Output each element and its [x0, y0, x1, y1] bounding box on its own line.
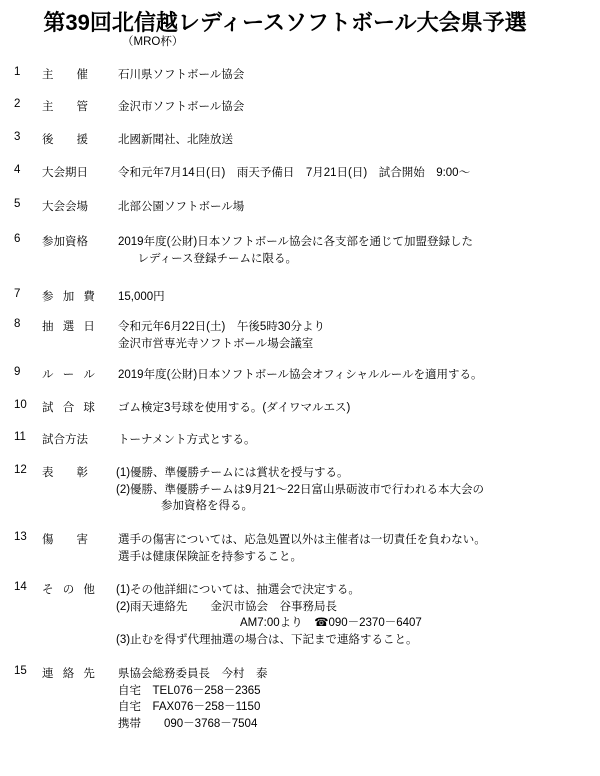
item-text-line: レディース登録チームに限る。: [126, 252, 298, 265]
item-text-line: 2019年度(公財)日本ソフトボール協会に各支部を通じて加盟登録した: [118, 236, 474, 248]
item-number: 14: [14, 581, 27, 593]
item-text-line: ゴム検定3号球を使用する。(ダイワマルエス): [118, 402, 351, 414]
item-label: 連 絡 先: [42, 668, 98, 680]
item-number: 10: [14, 399, 27, 411]
item-label: 表 彰: [42, 467, 88, 479]
item-text-line: 令和元年6月22日(土) 午後5時30分より: [118, 321, 326, 333]
item-number: 2: [14, 98, 21, 110]
item-label: 主 催: [42, 69, 88, 81]
item-label: 参加資格: [42, 236, 88, 248]
item-text-line: 自宅 TEL076－258－2365: [118, 684, 261, 697]
item-text-line: 自宅 FAX076－258－1150: [118, 701, 261, 714]
item-text-line: 県協会総務委員長 今村 泰: [118, 668, 268, 680]
item-text-line: 15,000円: [118, 291, 165, 303]
item-label: 試合方法: [42, 434, 88, 446]
item-text-line: 石川県ソフトボール協会: [118, 69, 245, 81]
item-label: 大会期日: [42, 167, 88, 179]
item-number: 1: [14, 66, 21, 78]
item-text-line: (1)その他詳細については、抽選会で決定する。: [116, 584, 360, 596]
document-title: 第39回北信越レディースソフトボール大会県予選: [43, 10, 527, 35]
item-text-line: 2019年度(公財)日本ソフトボール協会オフィシャルルールを適用する。: [118, 369, 483, 381]
item-text-line: 選手の傷害については、応急処置以外は主催者は一切責任を負わない。: [118, 534, 486, 546]
item-number: 7: [14, 288, 21, 300]
item-number: 5: [14, 198, 21, 210]
item-number: 13: [14, 531, 27, 543]
item-text-line: 金沢市営専光寺ソフトボール場会議室: [118, 337, 314, 350]
item-number: 6: [14, 233, 21, 245]
item-number: 15: [14, 665, 27, 677]
item-text-line: (3)止むを得ず代理抽選の場合は、下記まで連絡すること。: [116, 634, 418, 647]
document-subtitle: （MRO杯）: [122, 36, 184, 48]
item-label: ル ー ル: [42, 369, 98, 381]
item-text-line: 北部公園ソフトボール場: [118, 201, 245, 213]
item-number: 8: [14, 318, 21, 330]
item-text-line: AM7:00より ☎090－2370－6407: [240, 617, 422, 630]
item-text-line: (2)優勝、準優勝チームは9月21～22日富山県砺波市で行われる本大会の: [116, 483, 485, 496]
item-number: 9: [14, 366, 21, 378]
item-text-line: (1)優勝、準優勝チームには賞状を授与する。: [116, 467, 349, 479]
item-number: 4: [14, 164, 21, 176]
item-text-line: 携帯 090－3768－7504: [118, 718, 258, 731]
item-number: 11: [14, 431, 26, 443]
item-text-line: 参加資格を得る。: [138, 500, 253, 513]
item-text-line: (2)雨天連絡先 金沢市協会 谷事務局長: [116, 600, 338, 613]
item-label: 抽 選 日: [42, 321, 98, 333]
item-label: そ の 他: [42, 584, 98, 596]
item-label: 大会会場: [42, 201, 88, 213]
item-text-line: 金沢市ソフトボール協会: [118, 101, 245, 113]
item-text-line: 北國新聞社、北陸放送: [118, 134, 233, 146]
item-label: 傷 害: [42, 534, 88, 546]
item-label: 試 合 球: [42, 402, 98, 414]
item-number: 3: [14, 131, 21, 143]
item-text-line: 令和元年7月14日(日) 雨天予備日 7月21日(日) 試合開始 9:00～: [118, 167, 471, 179]
item-text-line: 選手は健康保険証を持参すること。: [118, 550, 302, 563]
item-label: 後 援: [42, 134, 88, 146]
item-text-line: トーナメント方式とする。: [118, 434, 256, 446]
item-label: 参 加 費: [42, 291, 98, 303]
item-label: 主 管: [42, 101, 88, 113]
item-number: 12: [14, 464, 27, 476]
